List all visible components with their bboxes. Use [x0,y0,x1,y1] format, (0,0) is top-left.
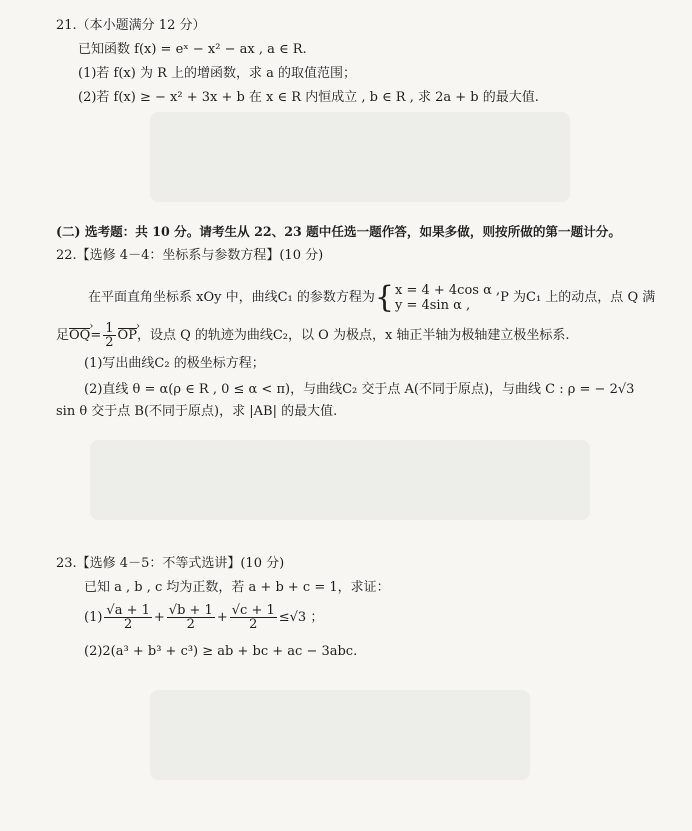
q22-line1-text: 在平面直角坐标系 xOy 中，曲线C₁ 的参数方程为 [88,290,375,305]
q21-part2: (2)若 f(x) ≥ − x² + 3x + b 在 x ∈ R 内恒成立 , b ∈ R , 求 2a + b 的最大值. [78,90,539,105]
fraction-a-denominator: 2 [124,617,133,632]
fraction-c [230,604,277,631]
fraction-c-numerator: √c + 1 [231,603,275,618]
vector-oq: OQ › [69,328,90,344]
q22-line2 [56,322,570,349]
scan-smudge [150,112,570,202]
q23-part1-tail: ≤√3 ； [278,609,324,625]
parametric-system: { x = 4 + 4cos α , y = 4sin α , [374,280,501,315]
system-row-y: y = 4sin α , [394,298,471,313]
q22-line1-tail: P 为C₁ 上的动点，点 Q 满 [500,290,656,305]
q21-part1: (1)若 f(x) 为 R 上的增函数，求 a 的取值范围； [78,66,357,81]
scan-smudge [90,440,590,520]
fraction-b-denominator: 2 [186,617,195,632]
vector-op: OP › [118,328,137,344]
q22-line1 [88,280,656,315]
q23-part1-label: (1) [84,609,103,625]
plus-sign: + [153,609,165,625]
q22-part2-line1: (2)直线 θ = α(ρ ∈ R , 0 ≤ α < π)，与曲线C₂ 交于点 A(不同于原点)，与曲线 C : ρ = − 2√3 [84,382,635,397]
q23-heading: 23.【选修 4－5：不等式选讲】(10 分) [56,556,285,571]
q22-line2-tail: ，设点 Q 的轨迹为曲线C₂，以 O 为极点，x 轴正半轴为极轴建立极坐标系. [136,327,570,343]
q22-heading: 22.【选修 4－4：坐标系与参数方程】(10 分) [56,248,324,263]
q22-part1: (1)写出曲线C₂ 的极坐标方程； [84,356,265,371]
q22-line2-text: 足 [56,327,70,343]
plus-sign: + [216,609,228,625]
fraction-a-numerator: √a + 1 [106,603,150,618]
section-title: (二) 选考题：共 10 分。请考生从 22、23 题中任选一题作答，如果多做，则按所做的第一题计分。 [56,224,621,239]
fraction-numerator: 1 [105,321,114,336]
q23-stem: 已知 a , b , c 均为正数，若 a + b + c = 1，求证： [84,580,390,595]
fraction-one-half [103,322,115,349]
q23-part2: (2)2(a³ + b³ + c³) ≥ ab + bc + ac − 3abc. [84,644,358,659]
fraction-a [104,604,151,631]
fraction-denominator: 2 [105,335,114,350]
fraction-c-denominator: 2 [249,617,258,632]
q22-part2-line2: sin θ 交于点 B(不同于原点)，求 |AB| 的最大值. [56,404,338,419]
fraction-b [167,604,215,631]
q21-stem: 已知函数 f(x) = eˣ − x² − ax , a ∈ R. [78,42,307,57]
fraction-b-numerator: √b + 1 [168,603,213,618]
scan-smudge [150,690,530,780]
q21-heading: 21.（本小题满分 12 分） [56,18,206,33]
system-row-x: x = 4 + 4cos α , [394,283,501,298]
equals-sign: = [90,327,102,343]
q23-part1 [84,604,323,631]
